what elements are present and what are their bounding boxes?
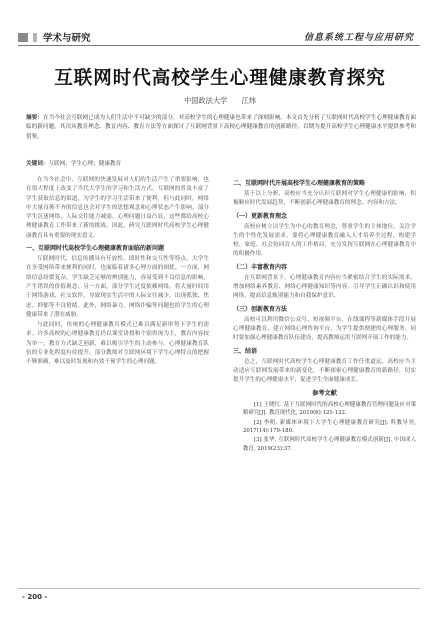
- section-heading: 一、互联网时代高校学生心理健康教育面临的新问题: [26, 245, 165, 253]
- body-paragraph: 与此同时，传统的心理健康教育模式已难以满足新形势下学生的需求。许多高校的心理健康教育仍以课堂讲授和个别咨询为主，教育内容较为单一，教育方式缺乏创新，难以吸引学生的主动参与。心理健康教育队伍的专业化程度有待提升，部分教师对互联网环境下学生心理特点的把握不够准确，难以及时发现和有效干预学生的心理问题。: [26, 322, 209, 366]
- body-paragraph: 互联网时代，信息传播具有开放性、即时性和交互性等特点，大学生在享受网络带来便利的同时，也面临着诸多心理方面的困扰。一方面，网络信息纷繁复杂，学生缺乏足够的辨别能力，容易受到不良信息的影响，产生错误的价值观念；另一方面，部分学生过度依赖网络，将大量时间用于网络游戏、社交软件，导致现实生活中的人际交往减少，出现孤独、焦虑、抑郁等不良情绪。此外，网络暴力、网络诈骗等问题也给学生的心理健康带来了潜在威胁。: [26, 256, 209, 318]
- section-label: [18, 30, 91, 44]
- section-name: 学术与研究: [43, 33, 91, 44]
- body-paragraph: 高校可以利用微信公众号、短视频平台、在线课程等新媒体手段开展心理健康教育，建立网络心理咨询平台，为学生提供便捷的心理服务。同时要加强心理健康教育队伍建设，提高教师运用互联网开展工作的能力。: [233, 316, 416, 342]
- section-marker-icon: [33, 33, 37, 42]
- page-number: - 200 -: [22, 593, 48, 601]
- keywords: [26, 159, 416, 167]
- references-title: 参考文献: [312, 390, 337, 398]
- section-marker-icon: [18, 33, 28, 42]
- section-heading: （一）更新教育理念: [233, 212, 288, 220]
- reference-item: [1] 王晓红. 基于互联网时代的高校心理健康教育管理问题及应对策略研究[J]. 教育现代化, 2019(6):121-122.: [243, 401, 416, 417]
- footer-divider: [18, 588, 420, 589]
- abstract-text: 在当今社会互联网已成为人们生活中不可缺少的部分，对高校学生的心理健康也带来了深刻影响。本文首先分析了互联网时代高校学生心理健康教育面临的新问题，其次从教育理念、教育内容、教育方法等方面探讨了互联网背景下高校心理健康教育的创新路径，以期为提升高校学生心理健康水平提供参考和借鉴。: [26, 115, 416, 140]
- keywords-text: 互联网；学生心理；健康教育: [48, 161, 122, 167]
- body-paragraph: 在互联网背景下，心理健康教育内容应当紧密结合学生的实际需求，增加网络素养教育、网络心理健康知识等内容，引导学生正确认识和使用网络，提高信息甄别能力和自我保护意识。: [233, 274, 416, 300]
- body-column-left: [26, 176, 209, 369]
- section-heading: （三）创新教育方法: [233, 305, 288, 313]
- body-paragraph: 高校应树立以学生为中心的教育理念，尊重学生的主体地位，关注学生的个性化发展需求。要将心理健康教育融入人才培养全过程，构建学校、家庭、社会协同育人的工作格局，充分发挥互联网在心理健康教育中的积极作用。: [233, 223, 416, 258]
- body-paragraph: 在当今社会中，互联网的快速发展对人们的生活产生了重要影响，也在很大程度上改变了当代大学生的学习和生活方式。互联网的普及丰富了学生获取信息的渠道，为学生的学习生活带来了便利，但与此同时，网络中大量良莠不齐的信息也会对学生的思想观念和心理状态产生影响。部分学生沉迷网络、人际交往能力减弱、心理问题日益凸显，这些都给高校心理健康教育工作带来了新的挑战。因此，研究互联网时代高校学生心理健康教育具有重要的现实意义。: [26, 177, 209, 239]
- keywords-label: 关键词：: [26, 161, 49, 167]
- body-column-right: [233, 176, 416, 454]
- reference-item: [3] 张华. 互联网时代高校学生心理健康教育模式创新[J]. 中国成人教育, 2019(23):37.: [243, 437, 416, 452]
- page-header: [0, 0, 440, 44]
- section-heading: （二）丰富教育内容: [233, 263, 288, 271]
- header-divider: [18, 45, 420, 46]
- abstract-label: 摘要：: [26, 115, 43, 121]
- paper-title: 互联网时代高校学生心理健康教育探究: [54, 68, 386, 89]
- abstract: [26, 114, 416, 142]
- journal-name: 信息系统工程与应用研究: [303, 33, 414, 43]
- body-paragraph: 基于以上分析，高校应当充分认识互联网对学生心理健康的影响，积极顺应时代发展趋势，不断创新心理健康教育的理念、内容和方法。: [233, 191, 416, 207]
- reference-item: [2] 李明. 新媒体环境下大学生心理健康教育研究[J]. 科教导刊, 2017(14):179-180.: [243, 419, 416, 434]
- section-heading: 二、互联网时代开展高校学生心理健康教育的策略: [233, 180, 366, 187]
- author-line: [0, 96, 440, 106]
- affiliation: 中国政法大学: [184, 96, 228, 105]
- body-paragraph: 总之，互联网时代高校学生心理健康教育工作任重道远。高校应当主动适应互联网发展带来的新变化，不断探索心理健康教育的新路径，切实提升学生的心理健康水平，促进学生全面健康成长。: [233, 358, 416, 384]
- author-name: 江炜: [241, 96, 256, 105]
- section-heading: 三、结语: [233, 347, 258, 355]
